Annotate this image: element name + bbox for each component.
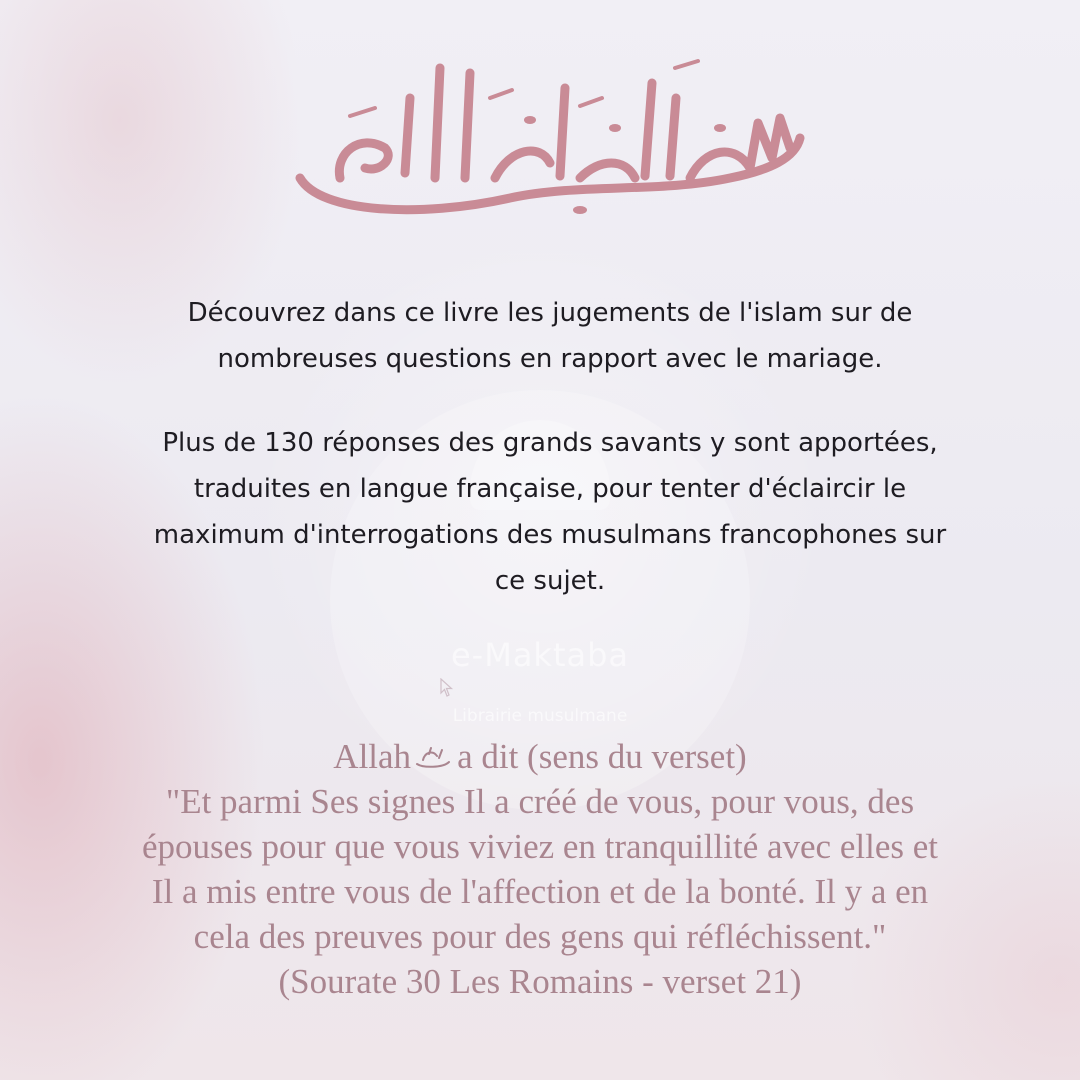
description-paragraph-1: Découvrez dans ce livre les jugements de l'islam sur de nombreuses questions en rapport avec le mariage.	[187, 298, 913, 374]
verse-intro	[130, 734, 950, 779]
honorific-seal-icon	[413, 746, 453, 770]
verse-intro-allah: Allah	[333, 737, 412, 776]
cursor-icon	[440, 678, 454, 698]
quran-verse-block	[130, 734, 950, 1004]
description-paragraph-2: Plus de 130 réponses des grands savants y sont apportées, traduites en langue française, pour tenter d'éclaircir le maximum d'interrogations des musulmans francophones sur ce sujet.	[153, 428, 947, 596]
verse-reference: (Sourate 30 Les Romains - verset 21)	[278, 962, 802, 1001]
basmala-calligraphy-drawing	[280, 28, 820, 228]
book-description	[150, 290, 950, 604]
watermark-subtitle: Librairie musulmane	[452, 706, 628, 726]
verse-text: "Et parmi Ses signes Il a créé de vous, pour vous, des épouses pour que vous viviez en tranquillité avec elles et Il a mis entre vous de l'affection et de la bonté. Il y a en cela des preuves pour des gens qui réfléchissent."	[142, 782, 938, 956]
basmala-calligraphy	[280, 28, 820, 228]
watermark-title: e-Maktaba	[450, 636, 630, 674]
verse-intro-text: a dit (sens du verset)	[457, 737, 747, 776]
